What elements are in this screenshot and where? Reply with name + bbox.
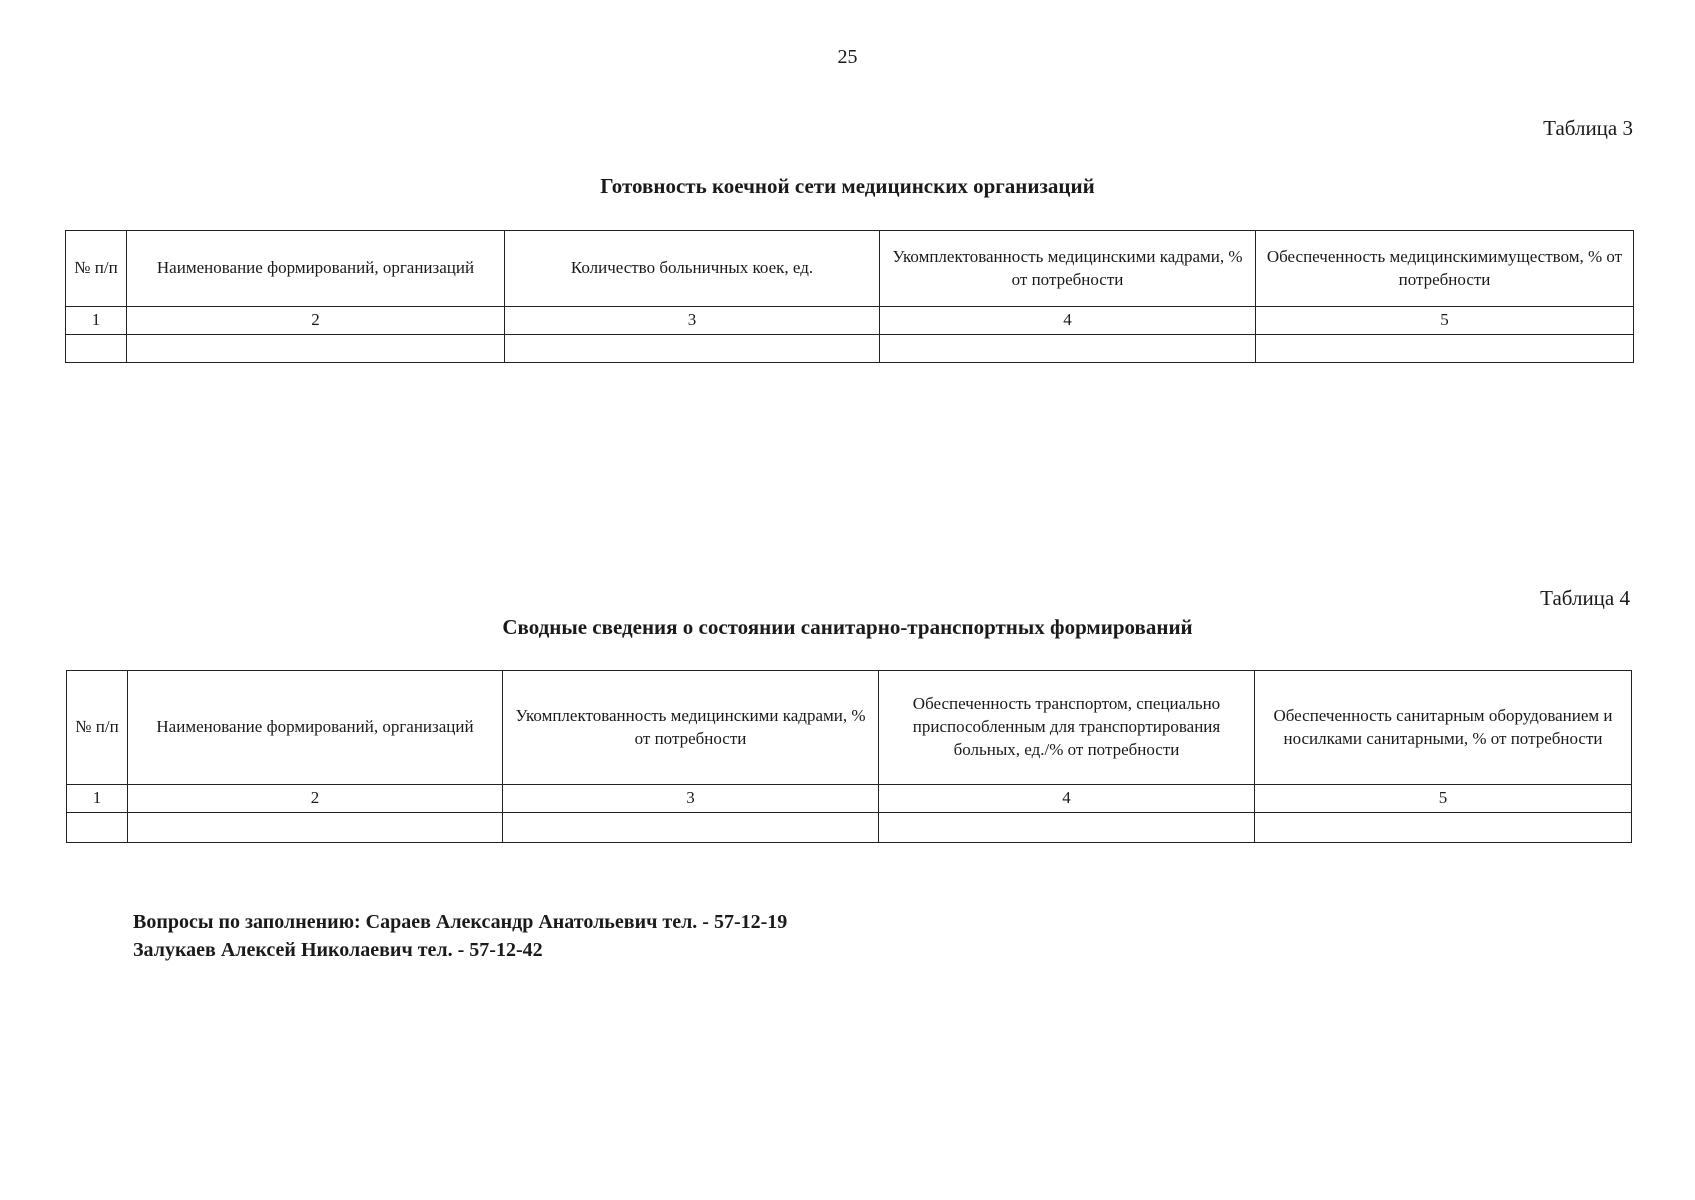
contact-line-1: Вопросы по заполнению: Сараев Александр Анатольевич тел. - 57-12-19 xyxy=(133,911,788,933)
table4-empty-row xyxy=(67,813,1632,843)
table3-empty-cell xyxy=(1256,335,1634,363)
table3-column-number: 2 xyxy=(127,307,505,335)
table3-header-cell: Укомплектованность медицинскими кадрами, % от потребности xyxy=(880,231,1256,307)
table3-header-cell: Обеспеченность медицинскимимуществом, % от потребности xyxy=(1256,231,1634,307)
table3-empty-cell xyxy=(880,335,1256,363)
table3 xyxy=(65,230,1634,363)
table4-empty-cell xyxy=(503,813,879,843)
table4-header-cell: Обеспеченность транспортом, специально приспособленным для транспортирования больных, ед./% от потребности xyxy=(879,671,1255,785)
table4-column-number: 3 xyxy=(503,785,879,813)
table3-column-number: 5 xyxy=(1256,307,1634,335)
table3-empty-cell xyxy=(66,335,127,363)
table3-column-number: 3 xyxy=(505,307,880,335)
table3-column-number: 1 xyxy=(66,307,127,335)
table4-empty-cell xyxy=(128,813,503,843)
table4-empty-cell xyxy=(67,813,128,843)
table3-title: Готовность коечной сети медицинских организаций xyxy=(600,174,1095,198)
table3-header-cell: № п/п xyxy=(66,231,127,307)
table4-column-number-row xyxy=(67,785,1632,813)
table4-header-cell: Укомплектованность медицинскими кадрами, % от потребности xyxy=(503,671,879,785)
contact-line-2: Залукаев Алексей Николаевич тел. - 57-12-42 xyxy=(133,939,543,961)
contact-info xyxy=(133,908,787,964)
table4-empty-cell xyxy=(879,813,1255,843)
table4-header-cell: Обеспеченность санитарным оборудованием и носилками санитарными, % от потребности xyxy=(1255,671,1632,785)
table3-empty-cell xyxy=(127,335,505,363)
table4-column-number: 4 xyxy=(879,785,1255,813)
table4 xyxy=(66,670,1632,843)
table4-column-number: 2 xyxy=(128,785,503,813)
table4-title: Сводные сведения о состоянии санитарно-транспортных формирований xyxy=(502,615,1193,639)
table3-caption: Таблица 3 xyxy=(1543,116,1633,140)
table4-column-number: 5 xyxy=(1255,785,1632,813)
table4-caption: Таблица 4 xyxy=(1540,586,1630,610)
table4-empty-cell xyxy=(1255,813,1632,843)
table3-header-cell: Количество больничных коек, ед. xyxy=(505,231,880,307)
table4-column-number: 1 xyxy=(67,785,128,813)
table3-header-row xyxy=(66,231,1634,307)
table4-header-cell: Наименование формирований, организаций xyxy=(128,671,503,785)
table4-header-row xyxy=(67,671,1632,785)
table3-empty-row xyxy=(66,335,1634,363)
table3-column-number: 4 xyxy=(880,307,1256,335)
table3-column-number-row xyxy=(66,307,1634,335)
table4-header-cell: № п/п xyxy=(67,671,128,785)
page-number: 25 xyxy=(837,46,858,68)
table3-empty-cell xyxy=(505,335,880,363)
table3-header-cell: Наименование формирований, организаций xyxy=(127,231,505,307)
